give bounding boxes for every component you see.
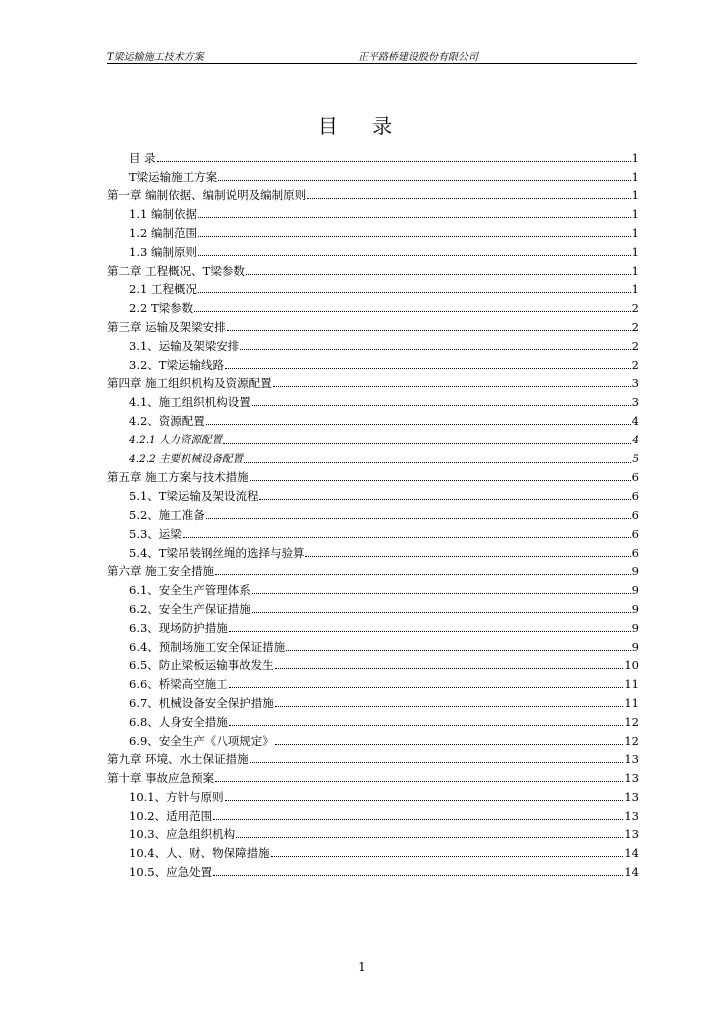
toc-entry-page: 14 (624, 846, 639, 861)
toc-leader-dots (273, 386, 631, 387)
toc-entry-page: 9 (631, 601, 639, 616)
toc-entry-page: 13 (624, 752, 639, 767)
toc-leader-dots (223, 443, 631, 444)
toc-entry-page: 11 (624, 677, 639, 692)
toc-entry[interactable] (107, 823, 639, 842)
toc-entry-label: 第三章 运输及架梁安排 (107, 319, 226, 334)
toc-entry[interactable] (107, 766, 639, 785)
toc-leader-dots (252, 593, 631, 594)
toc-entry-label: 6.8、人身安全措施 (129, 714, 228, 729)
toc-entry[interactable] (107, 409, 639, 428)
toc-entry-label: 6.5、防止梁板运输事故发生 (129, 658, 274, 673)
toc-entry[interactable] (107, 616, 639, 635)
toc-entry[interactable] (107, 841, 639, 860)
toc-leader-dots (275, 706, 624, 707)
toc-entry-page: 1 (631, 263, 639, 278)
toc-leader-dots (252, 612, 631, 613)
toc-entry-page: 1 (631, 207, 639, 222)
toc-leader-dots (286, 650, 630, 651)
header-company: 正平路桥建设股份有限公司 (358, 52, 478, 63)
toc-entry-page: 2 (631, 319, 639, 334)
toc-leader-dots (198, 217, 631, 218)
toc-entry-label: 3.2、T梁运输线路 (129, 357, 224, 372)
toc-entry-page: 9 (631, 583, 639, 598)
toc-entry-page: 14 (624, 865, 639, 880)
toc-entry-label: 1.1 编制依据 (129, 207, 197, 222)
toc-entry[interactable] (107, 560, 639, 579)
toc-leader-dots (215, 781, 623, 782)
toc-entry-label: 6.1、安全生产管理体系 (129, 583, 251, 598)
toc-entry[interactable] (107, 804, 639, 823)
toc-entry[interactable] (107, 428, 639, 447)
toc-leader-dots (252, 405, 631, 406)
toc-entry-page: 3 (631, 376, 639, 391)
toc-entry[interactable] (107, 729, 639, 748)
toc-leader-dots (198, 255, 631, 256)
toc-entry-page: 1 (631, 282, 639, 297)
page-title: 目 录 (317, 114, 407, 138)
toc-entry-label: 第四章 施工组织机构及资源配置 (107, 376, 272, 391)
header-rule (107, 63, 637, 64)
toc-leader-dots (157, 161, 631, 162)
toc-entry-page: 3 (631, 395, 639, 410)
toc-entry-label: 1.3 编制原则 (129, 244, 197, 259)
toc-entry-label: 6.2、安全生产保证措施 (129, 601, 251, 616)
toc-entry-page: 13 (624, 771, 639, 786)
toc-entry-label: 10.2、适用范围 (129, 808, 213, 823)
toc-entry-label: 第一章 编制依据、编制说明及编制原则 (107, 188, 307, 203)
toc-entry-page: 9 (631, 639, 639, 654)
page-header (107, 48, 637, 64)
toc-entry-label: 6.6、桥梁高空施工 (129, 677, 228, 692)
toc-leader-dots (240, 349, 630, 350)
toc-entry-label: 4.2.2 主要机械设备配置 (129, 452, 244, 465)
toc-leader-dots (194, 311, 631, 312)
toc-entry-page: 2 (631, 338, 639, 353)
toc-leader-dots (213, 819, 623, 820)
toc-entry-label: 6.9、安全生产《八项规定》 (129, 733, 274, 748)
toc-entry-page: 1 (631, 244, 639, 259)
toc-entry[interactable] (107, 710, 639, 729)
toc-entry[interactable] (107, 146, 639, 165)
toc-leader-dots (213, 875, 623, 876)
toc-entry[interactable] (107, 334, 639, 353)
toc-entry-page: 6 (631, 526, 639, 541)
toc-leader-dots (225, 368, 631, 369)
toc-entry[interactable] (107, 259, 639, 278)
toc-entry-label: 4.1、施工组织机构设置 (129, 395, 251, 410)
toc-entry-label: 10.4、人、财、物保障措施 (129, 846, 270, 861)
table-of-contents (107, 146, 639, 879)
toc-entry-page: 5 (632, 452, 639, 465)
toc-entry[interactable] (107, 484, 639, 503)
toc-entry-label: 2.1 工程概况 (129, 282, 197, 297)
toc-entry-label: 4.2、资源配置 (129, 413, 205, 428)
toc-entry[interactable] (107, 202, 639, 221)
toc-entry-label: 5.1、T梁运输及架设流程 (129, 489, 259, 504)
toc-entry[interactable] (107, 447, 639, 466)
toc-entry-label: 3.1、运输及架梁安排 (129, 338, 240, 353)
toc-entry[interactable] (107, 296, 639, 315)
toc-leader-dots (307, 198, 631, 199)
toc-entry[interactable] (107, 635, 639, 654)
toc-entry[interactable] (107, 466, 639, 485)
toc-entry-label: 4.2.1 人力资源配置 (129, 433, 223, 446)
toc-entry[interactable] (107, 315, 639, 334)
toc-entry-page: 6 (631, 489, 639, 504)
toc-entry-page: 9 (631, 620, 639, 635)
toc-entry-label: 第六章 施工安全措施 (107, 564, 215, 579)
toc-entry[interactable] (107, 785, 639, 804)
toc-entry-label: 6.4、预制场施工安全保证措施 (129, 639, 286, 654)
toc-leader-dots (229, 687, 624, 688)
toc-entry-page: 1 (631, 169, 639, 184)
toc-entry[interactable] (107, 748, 639, 767)
toc-entry[interactable] (107, 390, 639, 409)
toc-entry[interactable] (107, 522, 639, 541)
toc-entry[interactable] (107, 184, 639, 203)
toc-leader-dots (250, 762, 624, 763)
toc-entry-page: 11 (624, 695, 639, 710)
toc-entry[interactable] (107, 165, 639, 184)
toc-leader-dots (275, 744, 624, 745)
toc-entry-page: 10 (624, 658, 639, 673)
toc-leader-dots (246, 274, 631, 275)
toc-leader-dots (244, 462, 631, 463)
toc-entry[interactable] (107, 278, 639, 297)
toc-leader-dots (225, 800, 624, 801)
toc-leader-dots (275, 668, 624, 669)
toc-entry-page: 4 (631, 413, 639, 428)
toc-entry-page: 4 (632, 433, 639, 446)
toc-entry-page: 6 (631, 470, 639, 485)
toc-entry-label: 10.3、应急组织机构 (129, 827, 236, 842)
toc-entry-page: 12 (624, 733, 639, 748)
toc-leader-dots (183, 537, 631, 538)
toc-leader-dots (236, 837, 623, 838)
toc-entry-label: 6.3、现场防护措施 (129, 620, 228, 635)
toc-leader-dots (206, 518, 631, 519)
toc-entry-page: 13 (624, 827, 639, 842)
toc-entry[interactable] (107, 240, 639, 259)
toc-entry[interactable] (107, 353, 639, 372)
toc-leader-dots (218, 180, 631, 181)
toc-entry-label: T梁运输施工方案 (129, 169, 218, 184)
toc-entry-page: 13 (624, 808, 639, 823)
toc-leader-dots (206, 424, 631, 425)
toc-leader-dots (227, 330, 631, 331)
toc-entry-page: 6 (631, 545, 639, 560)
toc-entry[interactable] (107, 503, 639, 522)
toc-entry[interactable] (107, 221, 639, 240)
toc-entry[interactable] (107, 541, 639, 560)
toc-entry-label: 5.3、运梁 (129, 526, 182, 541)
toc-entry-label: 5.2、施工准备 (129, 507, 205, 522)
toc-leader-dots (215, 574, 631, 575)
toc-entry-page: 2 (631, 357, 639, 372)
toc-leader-dots (198, 236, 631, 237)
toc-entry-label: 10.5、应急处置 (129, 865, 213, 880)
header-doc-title: T梁运输施工技术方案 (107, 52, 204, 63)
toc-entry[interactable] (107, 372, 639, 391)
toc-entry[interactable] (107, 578, 639, 597)
toc-entry[interactable] (107, 860, 639, 879)
toc-leader-dots (305, 556, 630, 557)
toc-entry[interactable] (107, 654, 639, 673)
toc-entry-page: 6 (631, 507, 639, 522)
toc-entry-label: 第九章 环境、水土保证措施 (107, 752, 249, 767)
toc-entry-label: 6.7、机械设备安全保护措施 (129, 695, 274, 710)
toc-entry[interactable] (107, 597, 639, 616)
toc-leader-dots (229, 631, 631, 632)
toc-entry-page: 12 (624, 714, 639, 729)
toc-entry-page: 1 (631, 150, 639, 165)
toc-entry-label: 第五章 施工方案与技术措施 (107, 470, 249, 485)
toc-leader-dots (229, 725, 624, 726)
toc-leader-dots (259, 499, 630, 500)
toc-entry-label: 第二章 工程概况、T梁参数 (107, 263, 245, 278)
toc-entry-label: 目 录 (129, 150, 156, 165)
toc-entry-label: 第十章 事故应急预案 (107, 771, 215, 786)
page-number: 1 (358, 960, 366, 974)
toc-leader-dots (198, 292, 631, 293)
toc-entry-page: 2 (631, 301, 639, 316)
toc-entry-label: 5.4、T梁吊装钢丝绳的选择与验算 (129, 545, 305, 560)
toc-entry[interactable] (107, 691, 639, 710)
toc-entry-page: 1 (631, 225, 639, 240)
toc-entry-label: 2.2 T梁参数 (129, 301, 194, 316)
toc-entry-page: 1 (631, 188, 639, 203)
toc-leader-dots (250, 480, 631, 481)
toc-entry-page: 9 (631, 564, 639, 579)
toc-entry-label: 1.2 编制范围 (129, 225, 197, 240)
toc-entry-page: 13 (624, 789, 639, 804)
toc-entry[interactable] (107, 672, 639, 691)
toc-leader-dots (271, 856, 624, 857)
toc-entry-label: 10.1、方针与原则 (129, 789, 224, 804)
